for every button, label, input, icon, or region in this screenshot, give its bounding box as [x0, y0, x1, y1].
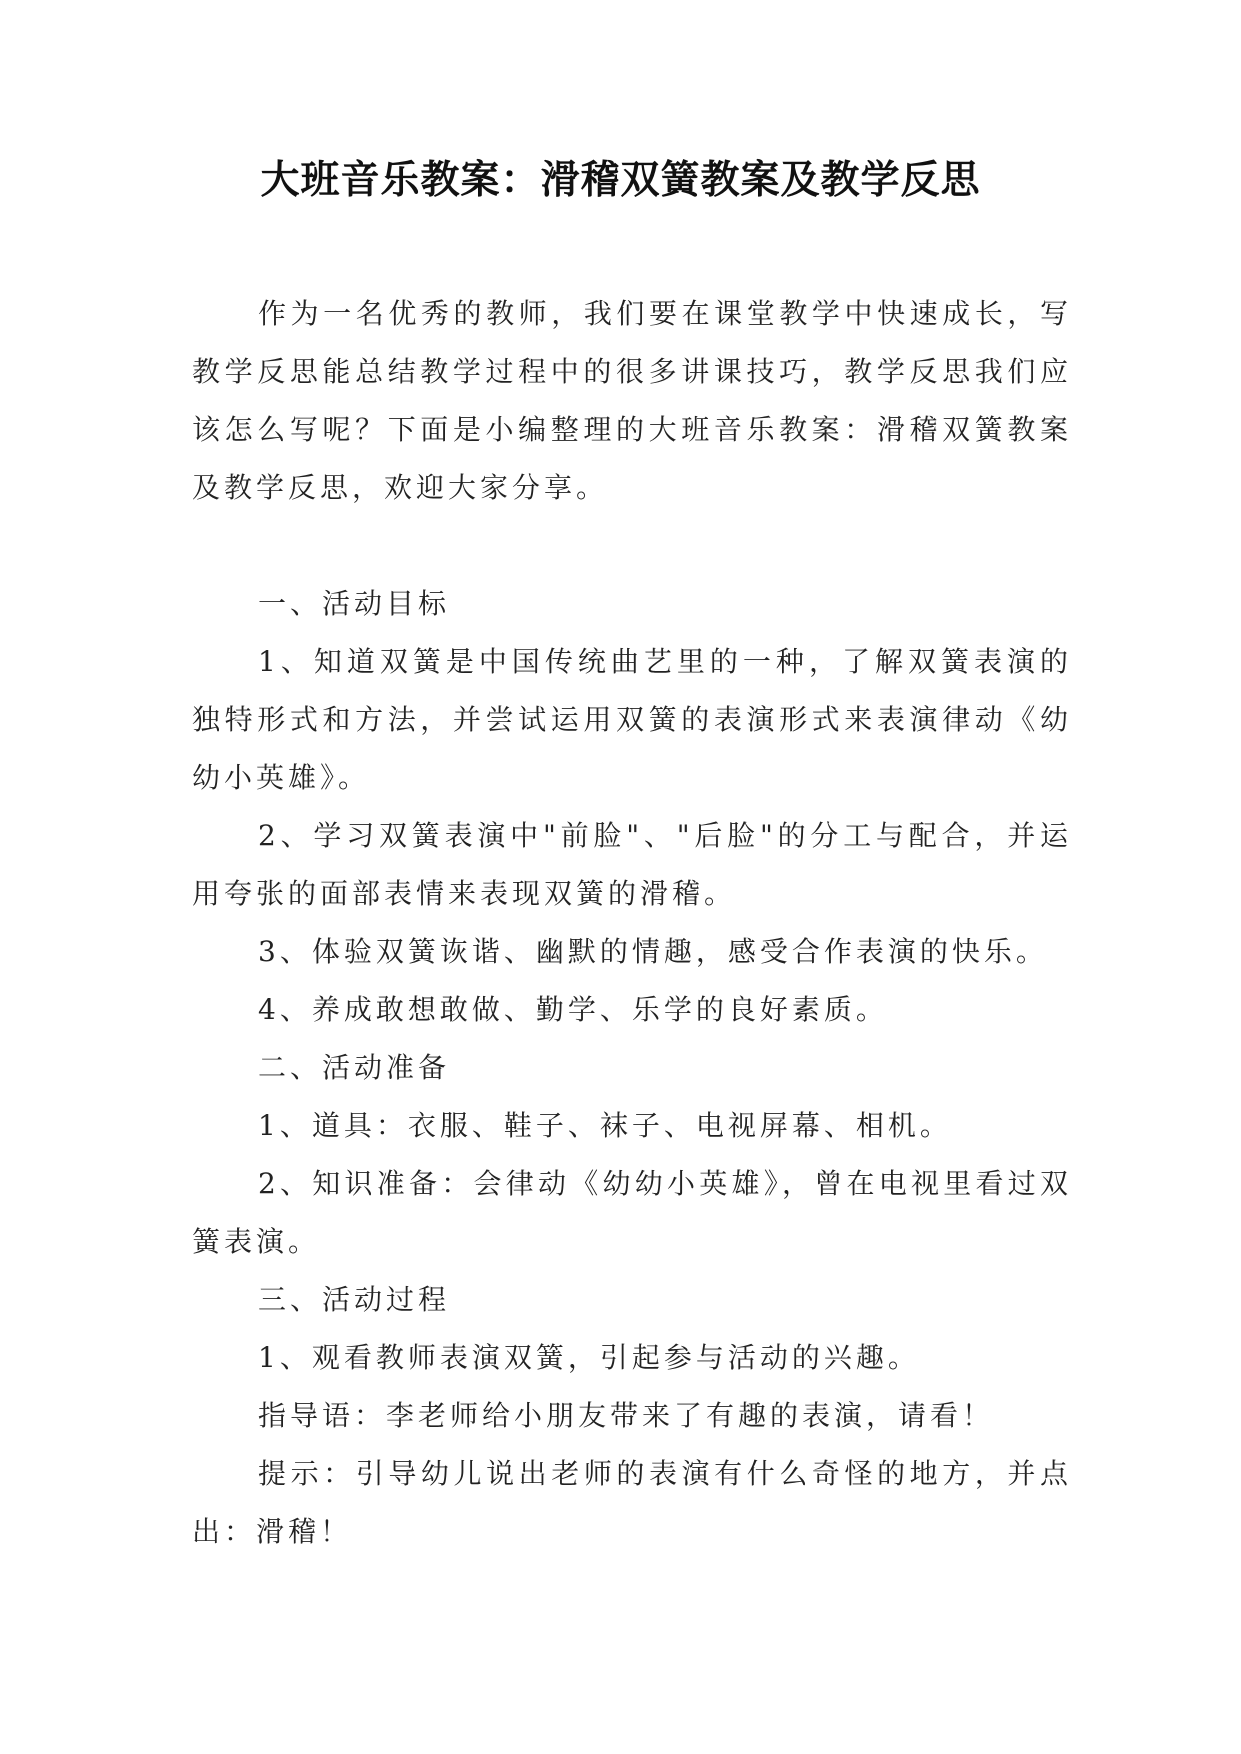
- section-heading-process: 三、活动过程: [258, 1283, 451, 1316]
- goal-item-4: 4、养成敢想敢做、勤学、乐学的良好素质。: [258, 993, 888, 1026]
- guidance-text: 指导语：李老师给小朋友带来了有趣的表演，请看！: [258, 1399, 995, 1432]
- intro-section: [192, 285, 1072, 517]
- goal-item-3: 3、体验双簧诙谐、幽默的情趣，感受合作表演的快乐。: [258, 935, 1048, 968]
- intro-paragraph: 作为一名优秀的教师，我们要在课堂教学中快速成长，写教学反思能总结教学过程中的很多讲课技巧，教学反思我们应该怎么写呢？下面是小编整理的大班音乐教案：滑稽双簧教案及教学反思，欢迎大家分享。: [192, 297, 1072, 504]
- lesson-plan-body: [192, 575, 1072, 1561]
- section-heading-preparation: 二、活动准备: [258, 1051, 451, 1084]
- goal-item-1: 1、知道双簧是中国传统曲艺里的一种，了解双簧表演的独特形式和方法，并尝试运用双簧的表演形式来表演律动《幼幼小英雄》。: [192, 645, 1072, 794]
- process-item-1: 1、观看教师表演双簧，引起参与活动的兴趣。: [258, 1341, 920, 1374]
- hint-text: 提示：引导幼儿说出老师的表演有什么奇怪的地方，并点出：滑稽！: [192, 1457, 1072, 1548]
- goal-item-2: 2、学习双簧表演中"前脸"、"后脸"的分工与配合，并运用夸张的面部表情来表现双簧的滑稽。: [192, 819, 1072, 910]
- preparation-item-2: 2、知识准备：会律动《幼幼小英雄》，曾在电视里看过双簧表演。: [192, 1167, 1072, 1258]
- document-title: 大班音乐教案：滑稽双簧教案及教学反思: [260, 158, 981, 203]
- section-heading-goals: 一、活动目标: [258, 587, 451, 620]
- preparation-item-1: 1、道具：衣服、鞋子、袜子、电视屏幕、相机。: [258, 1109, 952, 1142]
